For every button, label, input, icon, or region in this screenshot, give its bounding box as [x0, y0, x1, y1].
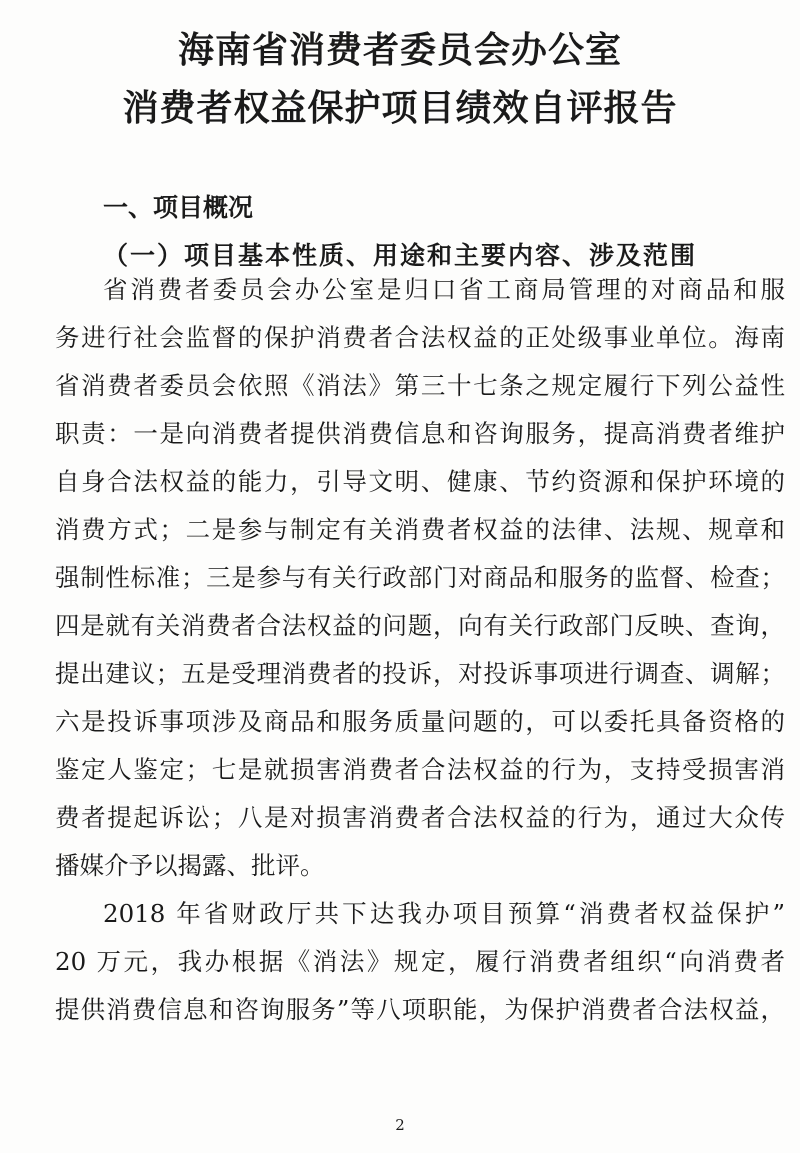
- paragraph-2-line: 2018 年省财政厅共下达我办项目预算“消费者权益保护”: [103, 899, 785, 928]
- paragraph-2-line: 提供消费信息和咨询服务”等八项职能，为保护消费者合法权益，: [55, 995, 785, 1024]
- paragraph-2-line: 20 万元，我办根据《消法》规定，履行消费者组织“向消费者: [55, 947, 785, 976]
- paragraph-1-line: 播媒介予以揭露、批评。: [55, 851, 325, 880]
- paragraph-1-line: 自身合法权益的能力，引导文明、健康、节约资源和保护环境的: [55, 467, 785, 496]
- paragraph-1-line: 省消费者委员会依照《消法》第三十七条之规定履行下列公益性: [55, 371, 785, 400]
- paragraph-1-line: 鉴定人鉴定；七是就损害消费者合法权益的行为，支持受损害消: [55, 755, 785, 784]
- paragraph-1-line: 消费方式；二是参与制定有关消费者权益的法律、法规、规章和: [55, 515, 785, 544]
- section-heading: 一、项目概况: [103, 193, 254, 222]
- paragraph-1-line: 强制性标准；三是参与有关行政部门对商品和服务的监督、检查；: [55, 563, 785, 592]
- paragraph-1-line: 提出建议；五是受理消费者的投诉，对投诉事项进行调查、调解；: [55, 659, 785, 688]
- paragraph-1-line: 职责：一是向消费者提供消费信息和咨询服务，提高消费者维护: [55, 419, 785, 448]
- paragraph-1-line: 六是投诉事项涉及商品和服务质量问题的，可以委托具备资格的: [55, 707, 785, 736]
- paragraph-1-line: 费者提起诉讼；八是对损害消费者合法权益的行为，通过大众传: [55, 803, 785, 832]
- document-title-line-2: 消费者权益保护项目绩效自评报告: [122, 88, 678, 129]
- page-number: 2: [395, 1116, 405, 1134]
- paragraph-1-line: 务进行社会监督的保护消费者合法权益的正处级事业单位。海南: [55, 323, 785, 352]
- paragraph-1-line: 四是就有关消费者合法权益的问题，向有关行政部门反映、查询，: [55, 611, 785, 640]
- subsection-heading: （一）项目基本性质、用途和主要内容、涉及范围: [103, 241, 698, 270]
- paragraph-1-line: 省消费者委员会办公室是归口省工商局管理的对商品和服: [103, 275, 785, 304]
- document-title-line-1: 海南省消费者委员会办公室: [177, 30, 622, 71]
